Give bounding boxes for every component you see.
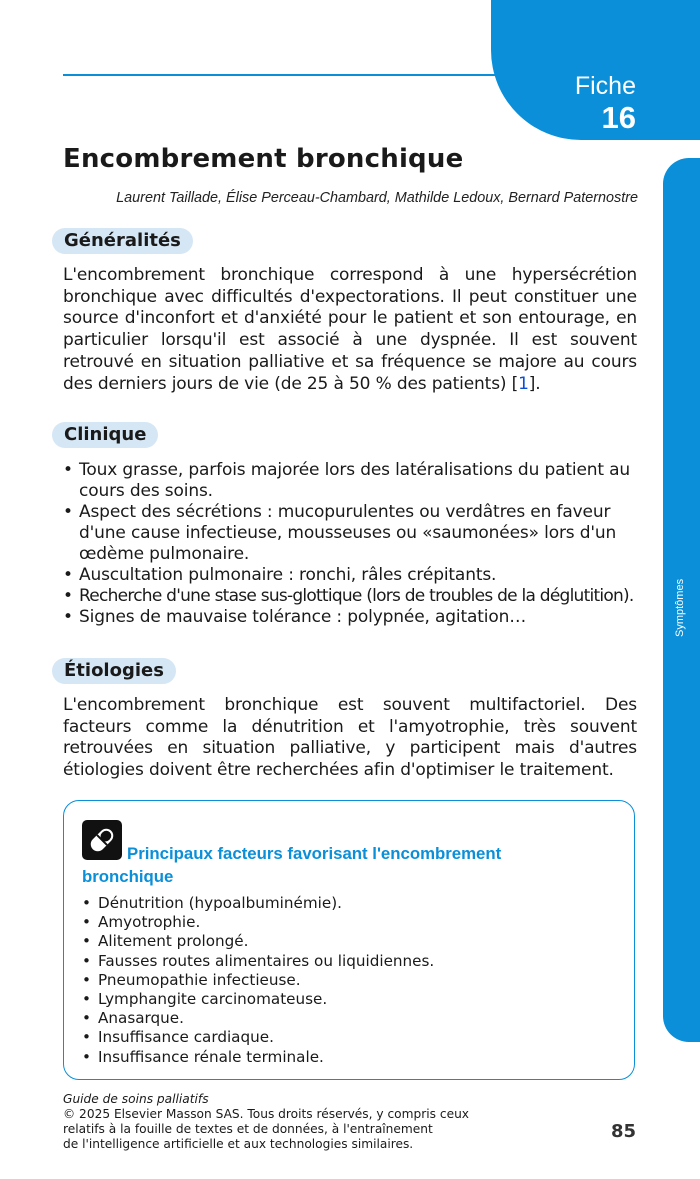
list-item: • Dénutrition (hypoalbuminémie). xyxy=(82,894,434,913)
list-item: • Lymphangite carcinomateuse. xyxy=(82,990,434,1009)
top-rule xyxy=(63,74,503,76)
copyright-line: relatifs à la fouille de textes et de données, à l'entraînement xyxy=(63,1122,433,1136)
fiche-tab xyxy=(491,0,700,140)
reference-link[interactable]: 1 xyxy=(518,373,529,394)
generalites-end: ]. xyxy=(528,373,541,394)
generalites-text xyxy=(63,265,637,395)
list-item: • Signes de mauvaise tolérance : polypnée, agitation… xyxy=(63,607,643,628)
side-tab-label: Symptômes xyxy=(674,578,686,637)
section-heading-etiologies: Étiologies xyxy=(52,658,176,684)
box-title-text: Principaux facteurs favorisant l'encombrement bronchique xyxy=(82,844,502,886)
box-title xyxy=(82,843,562,888)
book-title: Guide de soins palliatifs xyxy=(63,1092,209,1106)
clinique-list xyxy=(63,460,643,628)
footer-text xyxy=(63,1092,469,1152)
factors-list xyxy=(82,894,434,1067)
list-item: • Anasarque. xyxy=(82,1009,434,1028)
fiche-number: 16 xyxy=(601,100,636,135)
section-heading-clinique: Clinique xyxy=(52,422,158,448)
list-item: • Alitement prolongé. xyxy=(82,932,434,951)
list-item: • Insuffisance cardiaque. xyxy=(82,1028,434,1047)
list-item: • Fausses routes alimentaires ou liquidiennes. xyxy=(82,952,434,971)
list-item: • Pneumopathie infectieuse. xyxy=(82,971,434,990)
list-item: • Auscultation pulmonaire : ronchi, râles crépitants. xyxy=(63,565,643,586)
page-number: 85 xyxy=(610,1121,636,1142)
page-title: Encombrement bronchique xyxy=(63,144,464,174)
etiologies-text: L'encombrement bronchique est souvent multifactoriel. Des facteurs comme la dénutrition et l'amyotrophie, très souvent retrouvées en situation palliative, y participent mais d'autres étiologies doivent être recherchées afin d'optimiser le traitement. xyxy=(63,695,637,781)
copyright-line: de l'intelligence artificielle et aux technologies similaires. xyxy=(63,1137,414,1151)
section-heading-generalites: Généralités xyxy=(52,228,193,254)
fiche-label: Fiche xyxy=(574,72,636,100)
generalites-body: L'encombrement bronchique correspond à une hypersécrétion bronchique avec difficultés d'expectorations. Il peut constituer une source d'inconfort et d'anxiété pour le patient et son entourage, en particulier lorsqu'il est associé à une dyspnée. Il est souvent retrouvé en situation palliative et sa fréquence se majore au cours des derniers jours de vie (de 25 à 50 % des patients) [ xyxy=(63,265,637,394)
list-item: • Recherche d'une stase sus-glottique (lors de troubles de la déglutition). xyxy=(63,586,643,607)
copyright-line: © 2025 Elsevier Masson SAS. Tous droits réservés, y compris ceux xyxy=(63,1107,470,1121)
list-item: • Aspect des sécrétions : mucopurulentes ou verdâtres en faveur d'une cause infectieuse, mousseuses ou «saumonées» lors d'un œdème pulmonaire. xyxy=(63,502,643,565)
list-item: • Insuffisance rénale terminale. xyxy=(82,1048,434,1067)
list-item: • Toux grasse, parfois majorée lors des latéralisations du patient au cours des soins. xyxy=(63,460,643,502)
authors: Laurent Taillade, Élise Perceau-Chambard, Mathilde Ledoux, Bernard Paternostre xyxy=(116,190,638,206)
list-item: • Amyotrophie. xyxy=(82,913,434,932)
